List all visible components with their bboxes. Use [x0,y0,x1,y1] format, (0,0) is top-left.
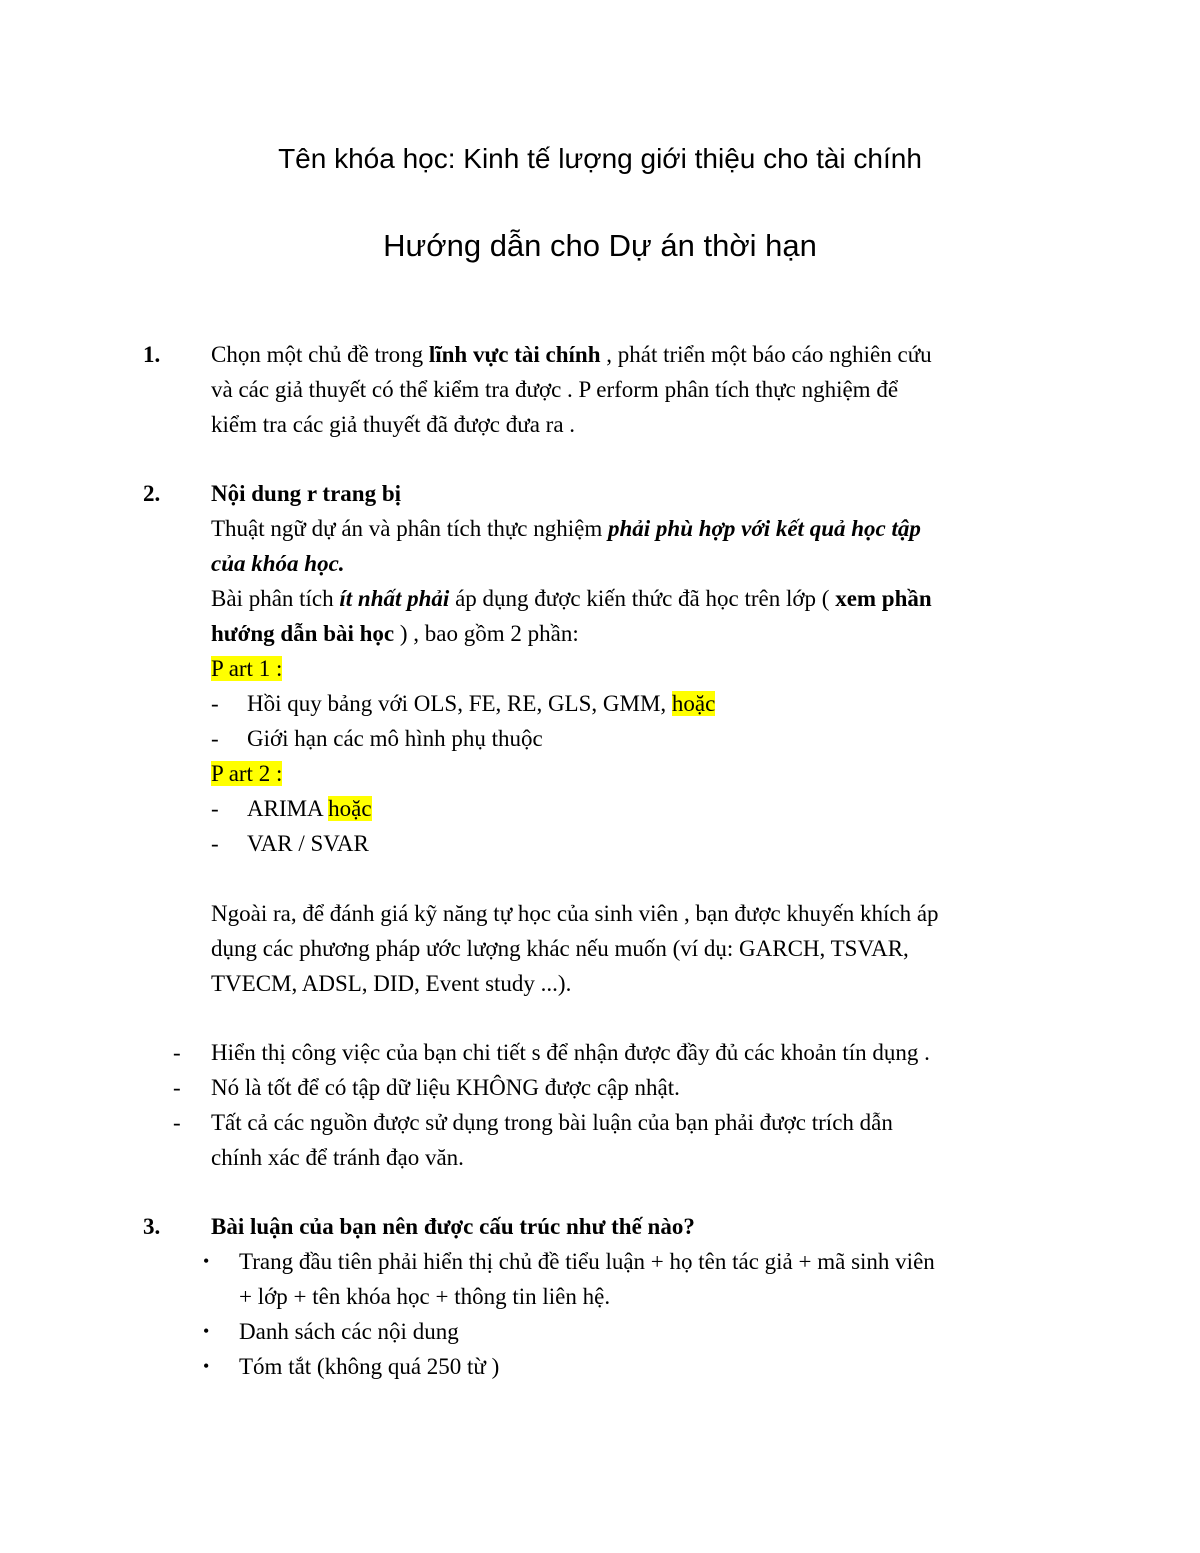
section-1-line-2: và các giả thuyết có thể kiểm tra được . P erform phân tích thực nghiệm để [211,377,899,402]
dash-marker: - [173,1040,181,1065]
text: Hồi quy bảng với OLS, FE, RE, GLS, GMM, [247,691,672,716]
text: ARIMA [247,796,329,821]
dash-marker: - [211,831,219,856]
section-2-p1-line-2: của khóa học. [211,551,345,576]
highlighted-label: P art 1 : [211,656,283,681]
spacer [211,861,1061,896]
section-3-heading-wrap [211,1209,1061,1244]
text: + lớp + tên khóa học + thông tin liên hệ. [239,1284,611,1309]
section-2-p2-line-1 [211,581,1061,616]
emphasis-finance-field: lĩnh vực tài chính [428,342,601,367]
part-2-label [211,756,1061,791]
section-1-line-1 [211,337,1061,372]
emphasis: phải phù hợp với kết quả học tập [608,516,921,541]
section-2-p2-line-2 [211,616,1061,651]
highlighted-text: hoặc [328,796,372,821]
list-item [173,1035,1053,1070]
text: Nó là tốt để có tập dữ liệu KHÔNG được cập nhật. [211,1075,680,1100]
text: Danh sách các nội dung [239,1319,459,1344]
bullet-marker: • [203,1356,210,1376]
section-2-heading: Nội dung r trang bị [211,481,402,506]
text: Trang đầu tiên phải hiển thị chủ đề tiểu luận + họ tên tác giả + mã sinh viên [239,1249,935,1274]
emphasis: xem phần [835,586,932,611]
text: , phát triển một báo cáo nghiên cứu [600,342,932,367]
text: áp dụng được kiến thức đã học trên lớp ( [449,586,836,611]
dash-marker: - [173,1110,181,1135]
section-2-body [211,476,1061,1001]
list-item [211,721,1061,756]
emphasis: hướng dẫn bài học [211,621,395,646]
list-item [173,1070,1053,1105]
section-1-line-3: kiểm tra các giả thuyết đã được đưa ra . [211,412,576,437]
list-item [211,686,1061,721]
dash-marker: - [211,796,219,821]
text: Bài phân tích [211,586,340,611]
highlighted-text: hoặc [671,691,716,716]
document-title: Hướng dẫn cho Dự án thời hạn [383,228,817,263]
text: VAR / SVAR [247,831,369,856]
text: ) , bao gồm 2 phần: [394,621,579,646]
course-title: Tên khóa học: Kinh tế lượng giới thiệu cho tài chính [278,143,922,174]
section-3-heading: Bài luận của bạn nên được cấu trúc như thế nào? [211,1214,695,1239]
text: Giới hạn các mô hình phụ thuộc [247,726,543,751]
section-2-number: 2. [143,481,161,506]
text: Thuật ngữ dự án và phân tích thực nghiệm [211,516,608,541]
section-3-number: 3. [143,1214,161,1239]
text: Hiển thị công việc của bạn chi tiết s để nhận được đầy đủ các khoản tín dụng . [211,1040,930,1065]
list-item [173,1105,1053,1175]
list-item [201,1314,1061,1349]
text: chính xác để tránh đạo văn. [211,1145,464,1170]
dash-marker: - [211,691,219,716]
list-item [211,791,1061,826]
emphasis: ít nhất phải [339,586,450,611]
text: Tóm tắt (không quá 250 từ ) [239,1354,500,1379]
section-1-number: 1. [143,342,161,367]
dash-marker: - [211,726,219,751]
extra-line-2: dụng các phương pháp ước lượng khác nếu muốn (ví dụ: GARCH, TSVAR, [211,936,909,961]
section-2-p1-line-1 [211,511,1061,546]
list-item [201,1349,1061,1384]
highlighted-label: P art 2 : [211,761,283,786]
section-1-body [211,337,1061,442]
text: Chọn một chủ đề trong [211,342,429,367]
extra-line-3: TVECM, ADSL, DID, Event study ...). [211,971,572,996]
extra-line-1: Ngoài ra, để đánh giá kỹ năng tự học của sinh viên , bạn được khuyến khích áp [211,901,939,926]
list-item [201,1244,1061,1314]
text: Tất cả các nguồn được sử dụng trong bài luận của bạn phải được trích dẫn [211,1110,893,1135]
dash-marker: - [173,1075,181,1100]
part-1-label [211,651,1061,686]
section-3-bullets [201,1244,1061,1384]
bullet-marker: • [203,1321,210,1341]
bullet-marker: • [203,1251,210,1271]
notes-list [173,1035,1053,1175]
list-item [211,826,1061,861]
